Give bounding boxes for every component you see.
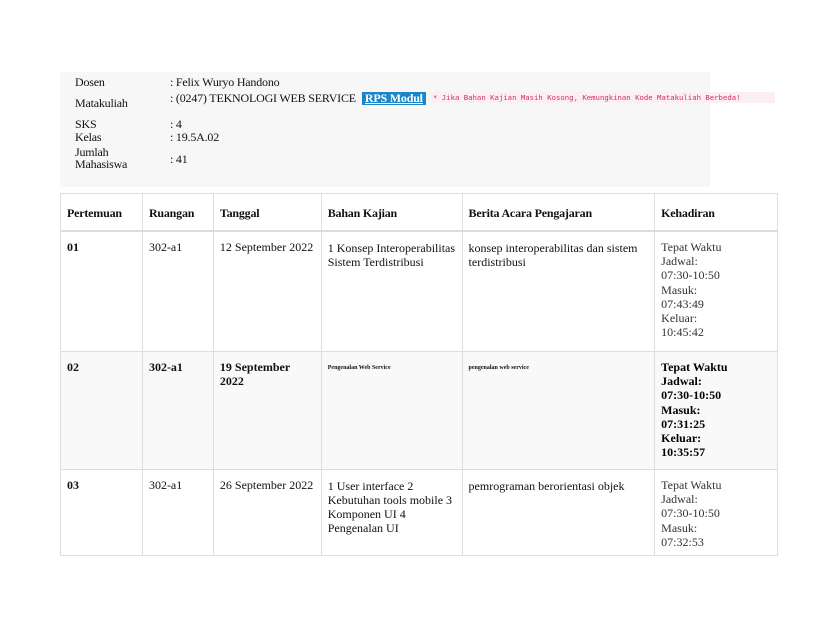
attendance-line: 07:30-10:50 [661, 388, 722, 403]
header-pertemuan: Pertemuan [61, 194, 143, 232]
cell-ruangan: 302-a1 [142, 470, 213, 556]
kelas-label: Kelas [75, 130, 102, 144]
attendance-status: Tepat Waktu [661, 240, 722, 254]
cell-tanggal: 19 September 2022 [213, 352, 321, 470]
header-berita-acara: Berita Acara Pengajaran [462, 194, 655, 232]
jumlah-label-2: Mahasiswa [75, 157, 128, 171]
cell-bahan-kajian: 1 Konsep Interoperabilitas Sistem Terdistribusi [321, 231, 462, 352]
header-bahan-kajian: Bahan Kajian [321, 194, 462, 232]
kelas-value: : 19.5A.02 [170, 130, 220, 144]
header-kehadiran: Kehadiran [655, 194, 778, 232]
attendance-line: Jadwal: [661, 254, 698, 269]
attendance-line: 07:30-10:50 [661, 268, 720, 283]
cell-kehadiran [655, 470, 778, 556]
cell-tanggal: 12 September 2022 [213, 231, 321, 352]
matakuliah-name: : (0247) TEKNOLOGI WEB SERVICE [170, 91, 356, 105]
kode-warning: * Jika Bahan Kajian Masih Kosong, Kemungkinan Kode Matakuliah Berbeda! [431, 92, 775, 103]
header-tanggal: Tanggal [213, 194, 321, 232]
jumlah-value: : 41 [170, 152, 188, 166]
table-row [61, 352, 778, 470]
sks-value: : 4 [170, 117, 182, 131]
jumlah-label-1: Jumlah [75, 145, 109, 159]
attendance-line: 07:31:25 [661, 416, 706, 431]
attendance-line: 07:32:53 [661, 534, 704, 549]
sks-label: SKS [75, 117, 97, 131]
cell-pertemuan: 03 [61, 470, 143, 556]
cell-berita-acara: pengenalan web service [462, 352, 655, 470]
attendance-line: Jadwal: [661, 374, 702, 389]
cell-berita-acara: pemrograman berorientasi objek [462, 470, 655, 556]
attendance-line: 10:45:42 [661, 325, 704, 340]
cell-ruangan: 302-a1 [142, 352, 213, 470]
cell-berita-acara: konsep interoperabilitas dan sistem terdistribusi [462, 231, 655, 352]
cell-pertemuan: 02 [61, 352, 143, 470]
schedule-table [60, 193, 778, 556]
attendance-line: 07:30-10:50 [661, 506, 720, 521]
cell-ruangan: 302-a1 [142, 231, 213, 352]
jumlah-label [75, 146, 165, 170]
attendance-line: 10:35:57 [661, 445, 706, 460]
attendance-status: Tepat Waktu [661, 478, 722, 492]
table-row [61, 470, 778, 556]
attendance-line: Masuk: [661, 282, 698, 297]
attendance-line: Keluar: [661, 311, 698, 326]
cell-pertemuan: 01 [61, 231, 143, 352]
cell-bahan-kajian: 1 User interface 2 Kebutuhan tools mobile 3 Komponen UI 4 Pengenalan UI [321, 470, 462, 556]
attendance-line: Masuk: [661, 520, 698, 535]
attendance-line: Masuk: [661, 402, 701, 417]
matakuliah-value [170, 92, 426, 105]
attendance-line: 07:43:49 [661, 296, 704, 311]
cell-kehadiran [655, 352, 778, 470]
cell-tanggal: 26 September 2022 [213, 470, 321, 556]
dosen-label: Dosen [75, 75, 105, 89]
attendance-line: Jadwal: [661, 492, 698, 507]
attendance-status: Tepat Waktu [661, 360, 728, 374]
attendance-line: Keluar: [661, 431, 702, 446]
dosen-value: : Felix Wuryo Handono [170, 75, 280, 89]
header-ruangan: Ruangan [142, 194, 213, 232]
table-header-row [61, 194, 778, 232]
matakuliah-label: Matakuliah [75, 96, 128, 110]
rps-modul-link[interactable]: RPS Modul [362, 92, 426, 105]
table-row [61, 231, 778, 352]
cell-kehadiran [655, 231, 778, 352]
course-info-panel [60, 72, 741, 187]
cell-bahan-kajian: Pengenalan Web Service [321, 352, 462, 470]
